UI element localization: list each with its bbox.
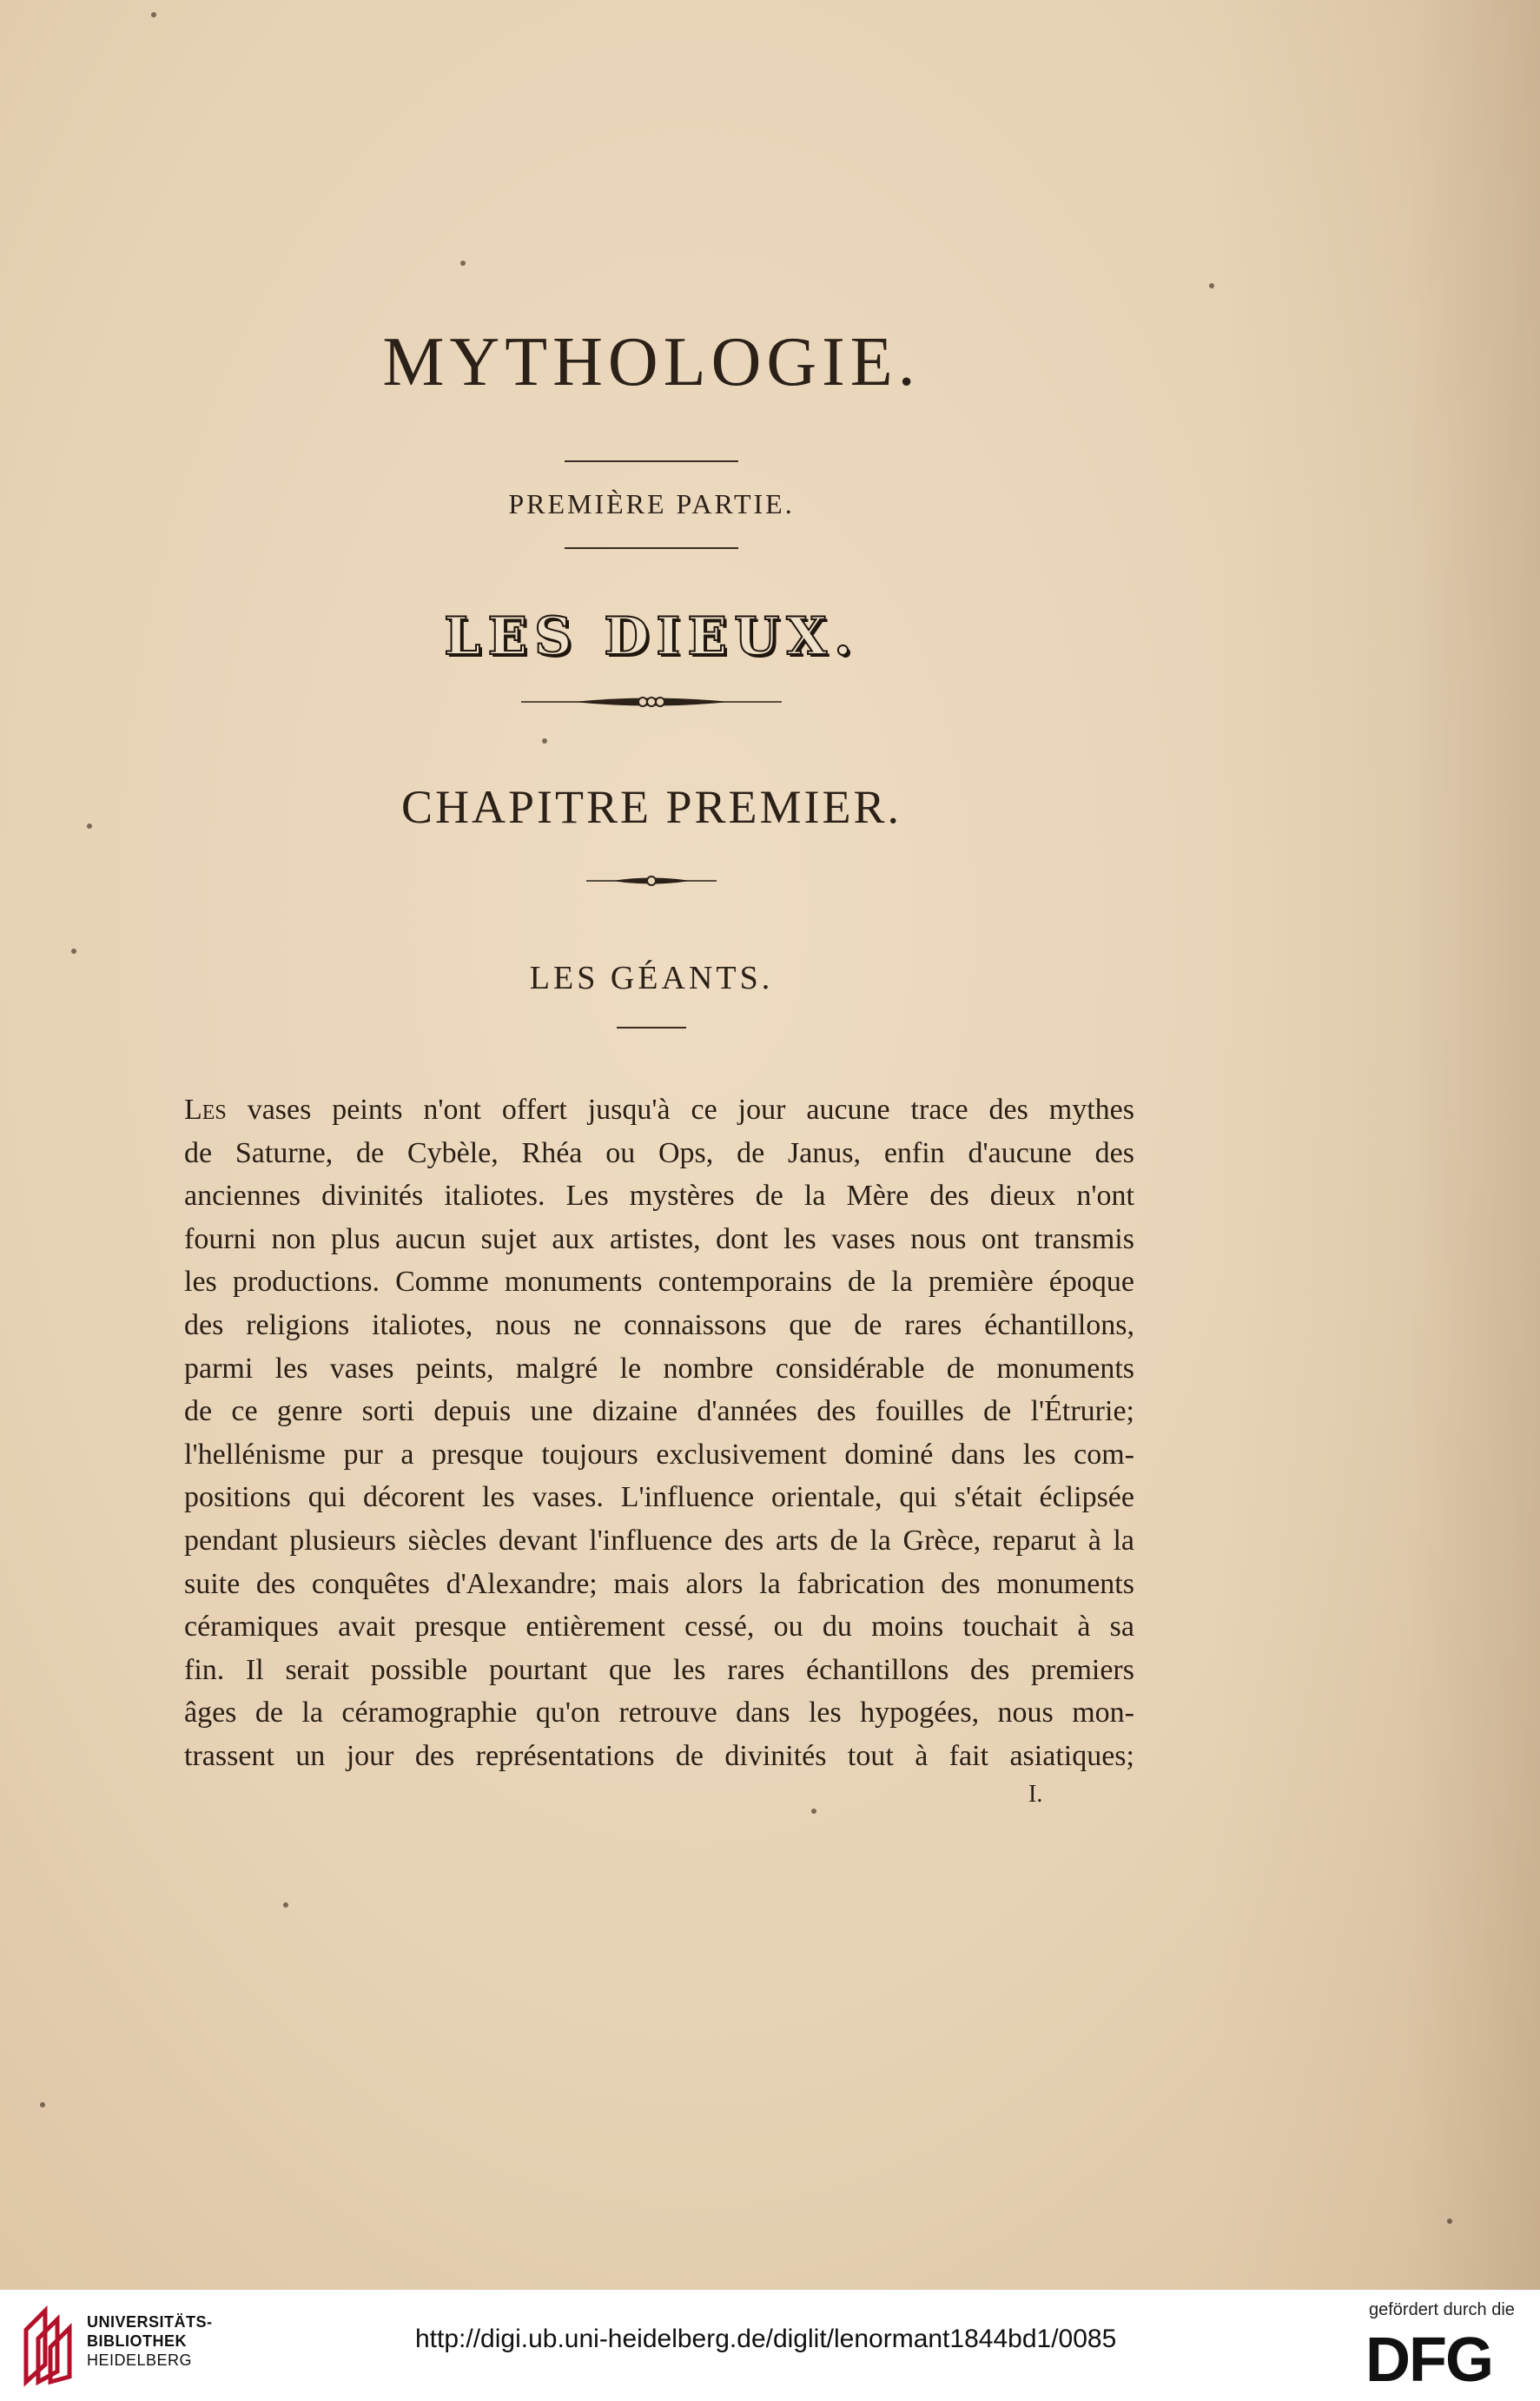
body-line: céramiques avait presque entièrement cessé, ou du moins touchait à sa [184, 1611, 1134, 1644]
library-name [87, 2312, 213, 2370]
paper-speck [811, 1809, 816, 1814]
dfg-logo: DFG [1365, 2325, 1492, 2395]
paper-speck [87, 823, 92, 829]
library-name-line2: BIBLIOTHEK [87, 2332, 187, 2350]
body-line: fin. Il serait possible pourtant que les rares échantillons des premiers [184, 1653, 1134, 1686]
signature-mark: I. [1028, 1781, 1043, 1808]
body-line: parmi les vases peints, malgré le nombre considérable de monuments [184, 1352, 1134, 1385]
paper-speck [40, 2102, 45, 2107]
part-heading: PREMIÈRE PARTIE. [508, 488, 795, 519]
paper-speck [71, 949, 76, 954]
body-line: l'hellénisme pur a presque toujours exclusivement dominé dans les com- [184, 1438, 1134, 1471]
permalink-url[interactable]: http://digi.ub.uni-heidelberg.de/diglit/lenormant1844bd1/0085 [415, 2325, 1117, 2353]
subchapter-heading: LES GÉANTS. [529, 960, 774, 996]
chapter-heading: CHAPITRE PREMIER. [400, 781, 902, 833]
rule-above-part [565, 460, 738, 462]
ornamental-divider-large [521, 691, 782, 712]
body-paragraph [184, 1088, 1134, 1778]
ornamental-divider-small [586, 872, 717, 890]
library-name-line1: UNIVERSITÄTS- [87, 2313, 213, 2331]
paper-speck [151, 12, 156, 17]
body-line: fourni non plus aucun sujet aux artistes, dont les vases nous ont transmis [184, 1222, 1134, 1255]
initial-word: Les [184, 1094, 227, 1126]
paper-speck [1209, 283, 1214, 288]
digitization-footer [0, 2290, 1540, 2401]
body-line: âges de la céramographie qu'on retrouve dans les hypogées, nous mon- [184, 1697, 1134, 1730]
body-line: positions qui décorent les vases. L'influence orientale, qui s'était éclipsée [184, 1481, 1134, 1514]
rule-below-subchapter [617, 1027, 686, 1029]
body-line: suite des conquêtes d'Alexandre; mais alors la fabrication des monuments [184, 1567, 1134, 1600]
page-title: MYTHOLOGIE. [382, 324, 921, 400]
body-line: des religions italiotes, nous ne connaissons que de rares échantillons, [184, 1308, 1134, 1341]
body-line: anciennes divinités italiotes. Les mystères de la Mère des dieux n'ont [184, 1180, 1134, 1213]
rule-below-part [565, 547, 738, 549]
body-line: pendant plusieurs siècles devant l'influence des arts de la Grèce, reparut à la [184, 1524, 1134, 1557]
body-line: de Saturne, de Cybèle, Rhéa ou Ops, de Janus, enfin d'aucune des [184, 1136, 1134, 1169]
paper-speck [460, 261, 466, 266]
body-line: de ce genre sorti depuis une dizaine d'années des fouilles de l'Étrurie; [184, 1395, 1134, 1428]
body-line: Les vases peints n'ont offert jusqu'à ce jour aucune trace des mythes [184, 1094, 1134, 1126]
body-line: trassent un jour des représentations de divinités tout à fait asiatiques; [184, 1739, 1134, 1772]
library-name-line3: HEIDELBERG [87, 2351, 193, 2369]
funded-by-label: gefördert durch die [1369, 2300, 1515, 2319]
university-library-logo-icon [19, 2304, 76, 2387]
section-heading: LES DIEUX. [444, 606, 859, 667]
paper-speck [283, 1902, 288, 1908]
paper-speck [1447, 2219, 1452, 2224]
body-line: les productions. Comme monuments contemporains de la première époque [184, 1266, 1134, 1299]
paper-speck [542, 738, 547, 744]
